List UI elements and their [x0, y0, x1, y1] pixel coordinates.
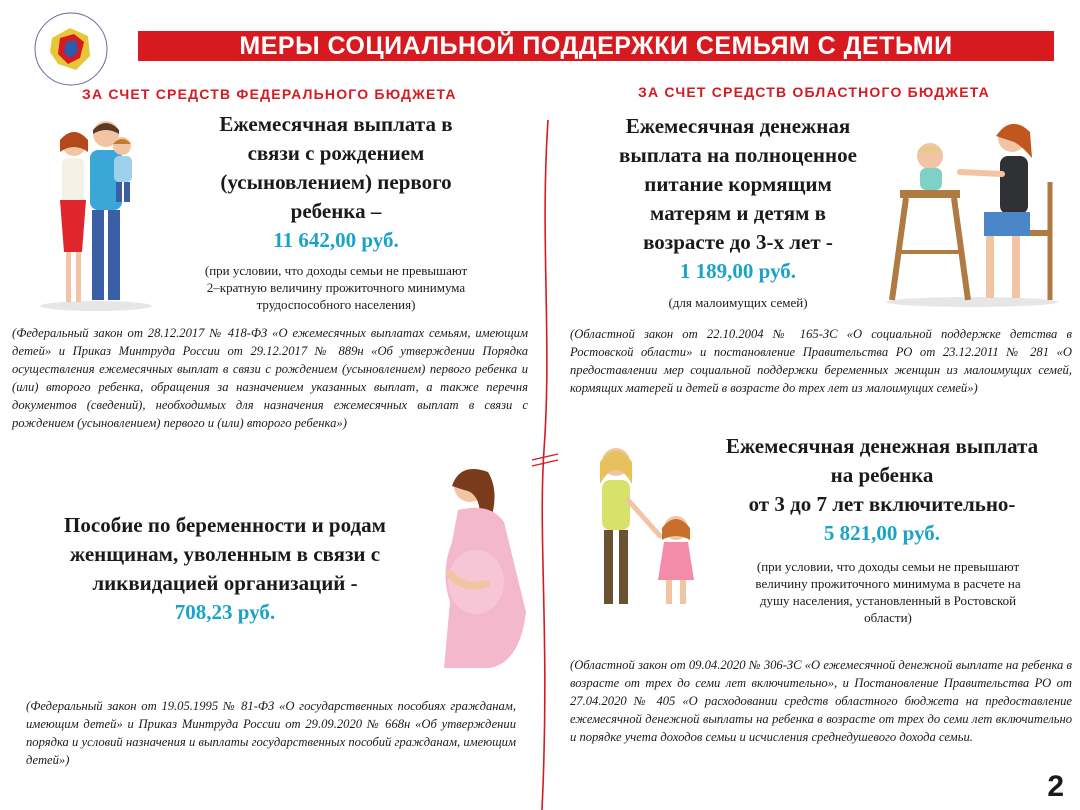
- child-3-7-payment-amount: 5 821,00 руб.: [823, 521, 941, 545]
- nutrition-payment-law: (Областной закон от 22.10.2004 № 165-ЗС «О социальной поддержке детства в Ростовской области» и постановление Правительства РО от 23.12.2011 № 281 «О предоставлении мер социальной поддержки беременных женщин из малоимущих семей, кормящих матерей и детей в возрасте до трех лет из малоимущих семей»): [570, 327, 1072, 395]
- federal-budget-subtitle: ЗА СЧЕТ СРЕДСТВ ФЕДЕРАЛЬНОГО БЮДЖЕТА: [82, 86, 457, 102]
- page-number: 2: [1047, 770, 1064, 803]
- nutrition-payment-amount: 1 189,00 руб.: [679, 259, 797, 283]
- federal-payment-law: (Федеральный закон от 28.12.2017 № 418-ФЗ «О ежемесячных выплатах семьям, имеющим детей» и Приказ Минтруда России от 29.12.2017 № 889н «Об утверждении Порядка осуществления ежемесячных выплат в связи с рождением (усыновлением) первого ребенка и (или) второго ребенка, обращения за назначением указанных выплат, а также перечня документов (сведений), необходимых для назначения ежемесячных выплат в связи с рождением (усыновлением) первого и (или) второго ребенка»): [12, 326, 528, 430]
- maternity-benefit-law: (Федеральный закон от 19.05.1995 № 81-ФЗ «О государственных пособиях гражданам, имеющим детей» и Приказ Минтруда России от 29.09.2020 № 668н «Об утверждении порядка и условий назначения и выплаты государственных пособий гражданам, имеющим детей»): [26, 699, 516, 767]
- nutrition-payment-heading: Ежемесячная денежная выплата на полноценное питание кормящим матерям и детям в возрасте до 3-х лет - 1 189,00 руб.: [588, 112, 888, 286]
- federal-payment-condition: (при условии, что доходы семьи не превышают 2–кратную величину прожиточного минимума трудоспособного населения): [204, 263, 468, 312]
- maternity-benefit-heading: Пособие по беременности и родам женщинам, уволенным в связи с ликвидацией организаций - 708,23 руб.: [20, 511, 430, 627]
- ministry-logo: [30, 8, 112, 90]
- child-3-7-payment-condition: (при условии, что доходы семьи не превышают величину прожиточного минимума в расчете на душу населения, установленный в Ростовской области): [755, 559, 1021, 625]
- child-3-7-payment-heading: Ежемесячная денежная выплата на ребенка от 3 до 7 лет включительно- 5 821,00 руб.: [696, 432, 1068, 548]
- center-divider: [530, 120, 560, 810]
- pregnant-woman-illustration: [430, 462, 534, 672]
- feeding-mother-illustration: [880, 112, 1060, 308]
- mother-daughter-illustration: [588, 440, 708, 610]
- nutrition-payment-condition: (для малоимущих семей): [668, 295, 808, 310]
- page-title: МЕРЫ СОЦИАЛЬНОЙ ПОДДЕРЖКИ СЕМЬЯМ С ДЕТЬМИ: [138, 31, 1054, 61]
- child-3-7-payment-law: (Областной закон от 09.04.2020 № 306-ЗС «О ежемесячной денежной выплате на ребенка в возрасте от трех до семи лет включительно», и Постановление Правительства РО от 27.04.2020 № 405 «О расходовании средств областного бюджета на предоставление ежемесячной денежной выплаты на ребенка в возрасте от трех до семи лет включительно и порядке учета доходов семьи и исчисления среднедушевого дохода семьи.: [570, 658, 1072, 744]
- federal-payment-amount: 11 642,00 руб.: [273, 228, 399, 252]
- regional-budget-subtitle: ЗА СЧЕТ СРЕДСТВ ОБЛАСТНОГО БЮДЖЕТА: [638, 84, 990, 100]
- federal-payment-heading: Ежемесячная выплата в связи с рождением (усыновлением) первого ребенка – 11 642,00 руб.: [168, 110, 504, 255]
- family-illustration: [36, 112, 156, 312]
- maternity-benefit-amount: 708,23 руб.: [174, 600, 276, 624]
